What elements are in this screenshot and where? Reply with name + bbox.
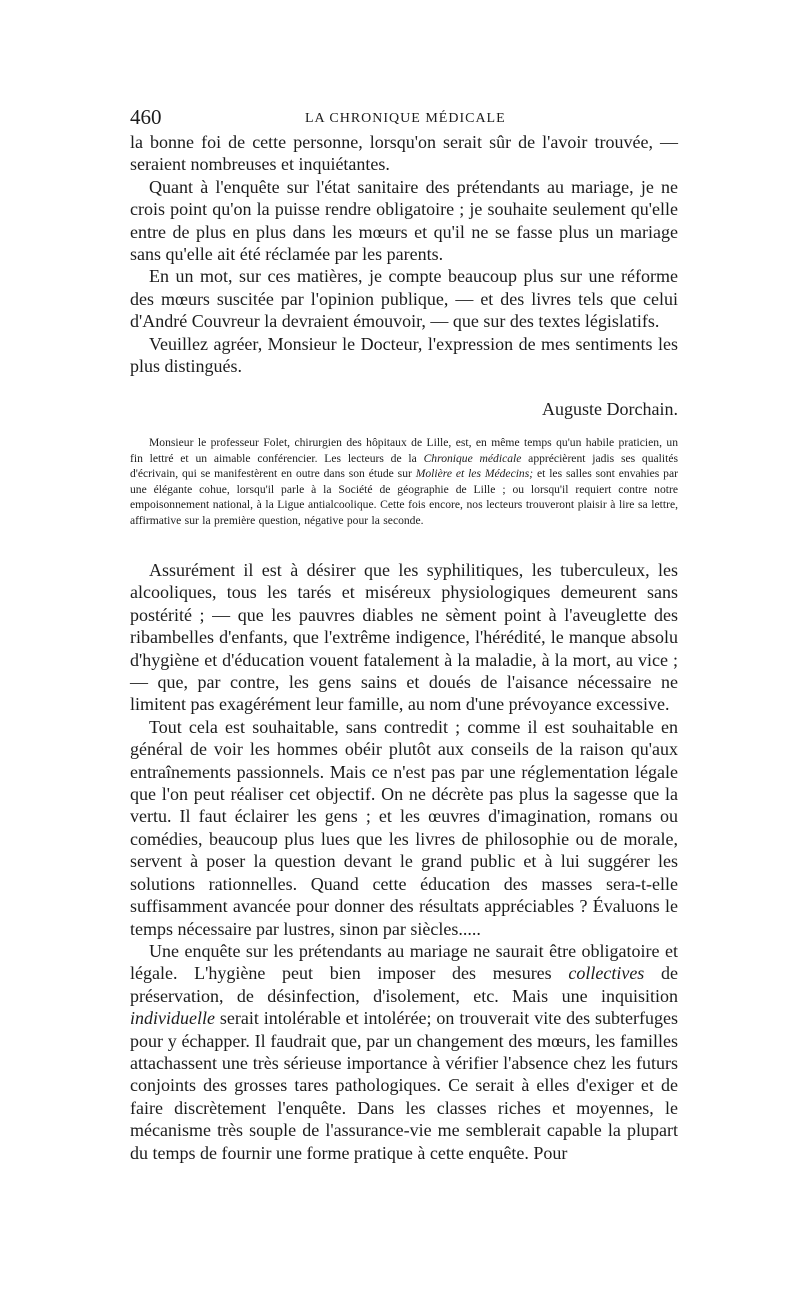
note-text-b: apprécièrent jadis ses qualités d'écrivain, qui se manifestèrent en outre dans son étude sur (130, 451, 678, 481)
letter-paragraph-4: Veuillez agréer, Monsieur le Docteur, l'expression de mes sentiments les plus distingués. (130, 333, 678, 377)
letter-paragraph-3: En un mot, sur ces matières, je compte beaucoup plus sur une réforme des mœurs suscitée par l'opinion publique, — et des livres tels que celui d'André Couvreur la devraient émouvoir, — que sur des textes législatifs. (130, 266, 678, 332)
note-emphasis-journal: Chronique médicale (423, 451, 522, 465)
note-emphasis-book: Molière et les Médecins; (415, 467, 534, 481)
letter-body (130, 131, 678, 377)
signature-name: Auguste Dorchain. (542, 399, 678, 419)
reply-text-b: de préservation, de désinfection, d'isolement, etc. Mais une inquisition (130, 963, 678, 1006)
letter-paragraph-2: Quant à l'enquête sur l'état sanitaire des prétendants au mariage, je ne crois point qu'on la puisse rendre obligatoire ; je souhaite seulement qu'elle entre de plus en plus dans les mœurs et qu'il ne se fasse plus un mariage sans qu'elle ait été réclamée par les parents. (130, 176, 678, 265)
letter-paragraph-1: la bonne foi de cette personne, lorsqu'on serait sûr de l'avoir trouvée, — seraient nombreuses et inquiétantes. (130, 132, 678, 175)
reply-emphasis-individuelle: individuelle (130, 1008, 215, 1029)
editorial-note (130, 435, 678, 529)
reply-text-a: Une enquête sur les prétendants au mariage ne saurait être obligatoire et légale. L'hygiène peut bien imposer des mesures (130, 940, 678, 984)
reply-body (130, 559, 678, 1164)
running-title: LA CHRONIQUE MÉDICALE (305, 111, 506, 126)
note-paragraph (130, 435, 678, 529)
page-header (130, 103, 678, 131)
reply-paragraph-2: Tout cela est souhaitable, sans contredit ; comme il est souhaitable en général de voir les hommes obéir plutôt aux conseils de la raison qu'aux entraînements passionnels. Mais ce n'est pas par une réglementation légale que l'on peut réaliser cet objectif. On ne décrète pas plus la sagesse que la vertu. Il faut éclairer les gens ; et les œuvres d'imagination, romans ou comédies, beaucoup plus lues que les livres de philosophie ou de morale, servent à poser la question devant le grand public et à lui suggérer les solutions rationnelles. Quand cette éducation des masses sera-t-elle suffisamment avancée pour donner des résultats appréciables ? Évaluons le temps nécessaire par lustres, sinon par siècles..... (130, 716, 678, 939)
reply-text-c: serait intolérable et intolérée; on trouverait vite des subterfuges pour y échapper. Il faudrait que, par un changement des mœurs, les familles attachassent une très sérieuse importance à vérifier l'absence chez les futurs conjoints des grosses tares pathologiques. Ce serait à elles d'exiger et de faire discrètement l'enquête. Dans les classes riches et moyennes, le mécanisme très souple de l'assurance-vie me semblerait capable la plupart du temps de fournir une forme pratique à cette enquête. Pour (130, 1008, 678, 1163)
note-text-a: Monsieur le professeur Folet, chirurgien des hôpitaux de Lille, est, en même temps qu'un habile praticien, un fin lettré et un aimable conférencier. Les lecteurs de la (130, 436, 678, 465)
reply-emphasis-collectives: collectives (568, 963, 645, 984)
page-number: 460 (130, 105, 162, 129)
letter-signature (130, 398, 678, 420)
reply-paragraph-3 (130, 940, 678, 1164)
reply-paragraph-1: Assurément il est à désirer que les syphilitiques, les tuberculeux, les alcooliques, tous les tarés et miséreux physiologiques demeurent sans postérité ; — que les pauvres diables ne sèment point à l'aveuglette des ribambelles d'enfants, que l'extrême indigence, l'hérédité, le manque absolu d'hygiène et d'éducation vouent fatalement à la maladie, à la mort, au vice ; — que, par contre, les gens sains et doués de l'aisance nécessaire ne limitent pas exagérément leur famille, au nom d'une prévoyance excessive. (130, 560, 678, 715)
note-text-c: et les salles sont envahies par une élégante cohue, lorsqu'il parle à la Société de géographie de Lille ; ou lorsqu'il requiert contre notre empoisonnement national, à la Ligue antialcoolique. Cette fois encore, nos lecteurs trouveront plaisir à lire sa lettre, affirmative sur la première question, négative pour la seconde. (130, 467, 678, 527)
